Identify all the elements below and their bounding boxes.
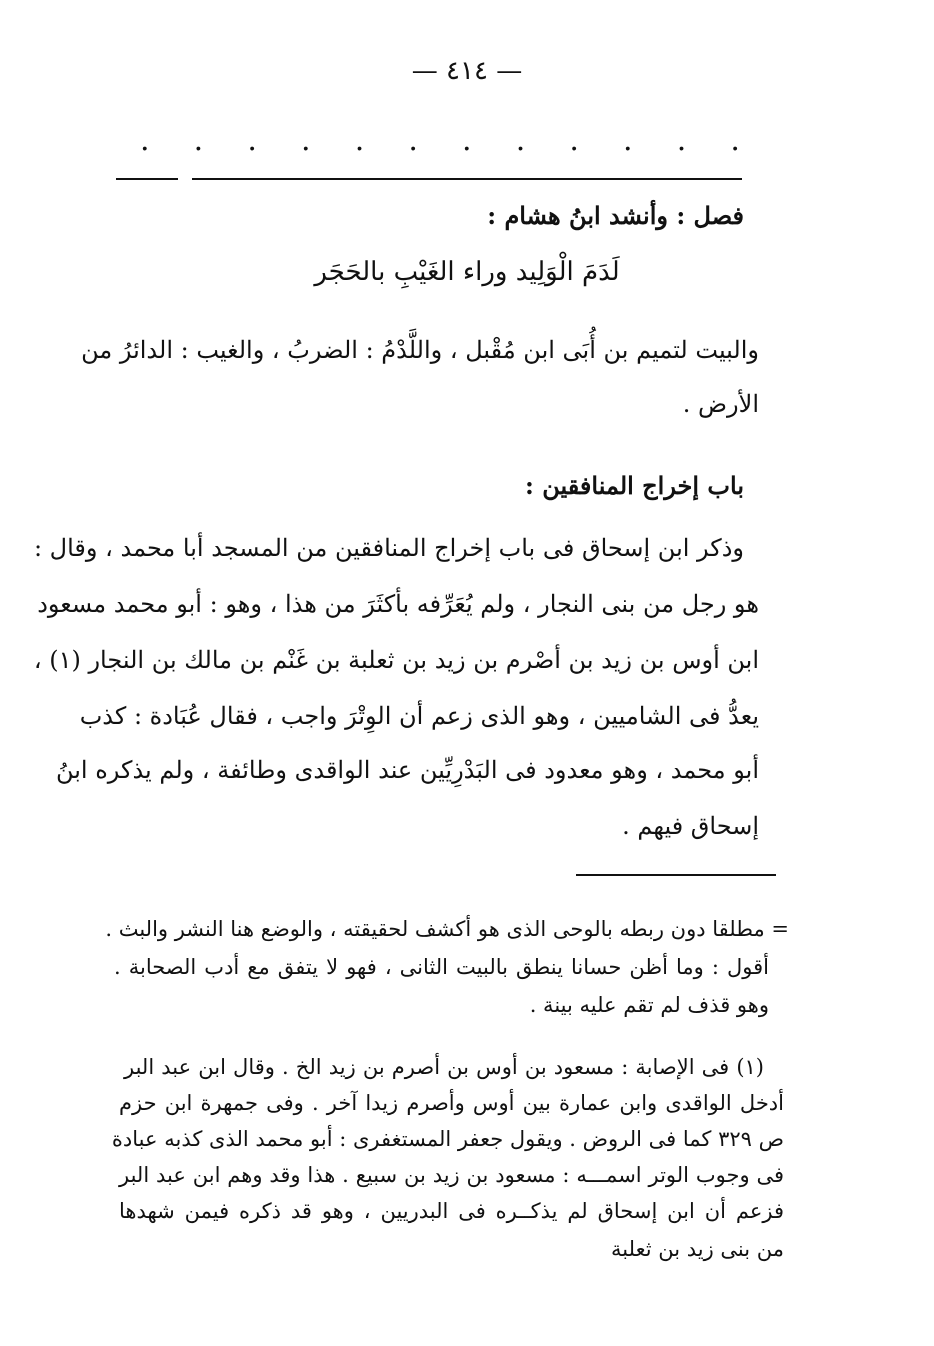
- header-rule-right: [192, 178, 742, 180]
- footnote-1-line-4: فى وجوب الوتر اسمـــه : مسعود بن زيد بن سبيع . هذا وقد وهم ابن عبد البر: [119, 1163, 784, 1187]
- paragraph-line-4: يعدُّ فى الشاميين ، وهو الذى زعم أن الوِتْرَ واجب ، فقال عُبَادة : كذب: [79, 702, 759, 730]
- footnote-separator: [576, 874, 776, 876]
- header-rule-left: [116, 178, 178, 180]
- paragraph-line-6: إسحاق فيهم .: [622, 812, 759, 840]
- omission-dot: .: [193, 123, 204, 158]
- footnote-1-line-2: أدخل الواقدى وابن عمارة بين أوس وأصرم زيدا آخر . وفى جمهرة ابن حزم: [119, 1091, 784, 1115]
- omission-dot: .: [569, 123, 579, 158]
- paragraph-line-5: أبو محمد ، وهو معدود فى البَدْرِيِّين عند الواقدى وطائفة ، ولم يذكره ابنُ: [55, 756, 759, 784]
- omission-dot: .: [140, 123, 150, 158]
- omission-dot: .: [354, 123, 365, 158]
- footnote-1-line-5: فزعم أن ابن إسحاق لم يذكــره فى البدريين ، وهو قد ذكره فيمن شهدها: [119, 1199, 784, 1223]
- paragraph-line-1: وذكر ابن إسحاق فى باب إخراج المنافقين من المسجد أبا محمد ، وقال :: [33, 534, 744, 562]
- footnote-continuation-line-3: وهو قذف لم تقم عليه بينة .: [529, 993, 769, 1017]
- explanation-line-1: والبيت لتميم بن أُبَى ابن مُقْبل ، واللَّدْمُ : الضربُ ، والغيب : الدائرُ من: [81, 336, 759, 364]
- omission-dot: .: [301, 123, 311, 158]
- omission-dots: [140, 123, 740, 158]
- paragraph-line-3: ابن أوس بن زيد بن أصْرم بن زيد بن ثعلبة بن غَنْم بن مالك بن النجار (١) ،: [33, 646, 759, 674]
- omission-dot: .: [515, 123, 526, 158]
- poetry-verse: لَدَمَ الْوَلِيد وراء الغَيْبِ بالحَجَر: [314, 257, 620, 287]
- page-number: — ٤١٤ —: [411, 56, 523, 86]
- section-heading-bab: باب إخراج المنافقين :: [525, 471, 744, 500]
- paragraph-line-2: هو رجل من بنى النجار ، ولم يُعَرِّفه بأكثَرَ من هذا ، وهو : أبو محمد مسعود: [37, 590, 759, 618]
- omission-dot: .: [730, 123, 740, 158]
- footnote-1-line-1: (١) فى الإصابة : مسعود بن أوس بن أصرم بن زيد الخ . وقال ابن عبد البر: [124, 1055, 764, 1079]
- footnote-continuation-line-2: أقول : وما أظن حسانا ينطق بالبيت الثانى ، فهو لا يتفق مع أدب الصحابة .: [114, 955, 769, 979]
- footnote-1-line-3: ص ٣٢٩ كما فى الروض . ويقول جعفر المستغفرى : أبو محمد الذى كذبه عبادة: [111, 1127, 784, 1151]
- omission-dot: .: [408, 123, 418, 158]
- explanation-line-2: الأرض .: [682, 390, 759, 418]
- omission-dot: .: [247, 123, 257, 158]
- omission-dot: .: [462, 123, 472, 158]
- section-heading-fasl: فصل : وأنشد ابنُ هشام :: [487, 201, 744, 230]
- footnote-1-line-6: من بنى زيد بن ثعلبة: [611, 1237, 784, 1261]
- omission-dot: .: [623, 123, 633, 158]
- footnote-continuation-line-1: = مطلقا دون ربطه بالوحى الذى هو أكشف لحقيقته ، والوضع هنا النشر والبث .: [105, 917, 789, 941]
- omission-dot: .: [676, 123, 687, 158]
